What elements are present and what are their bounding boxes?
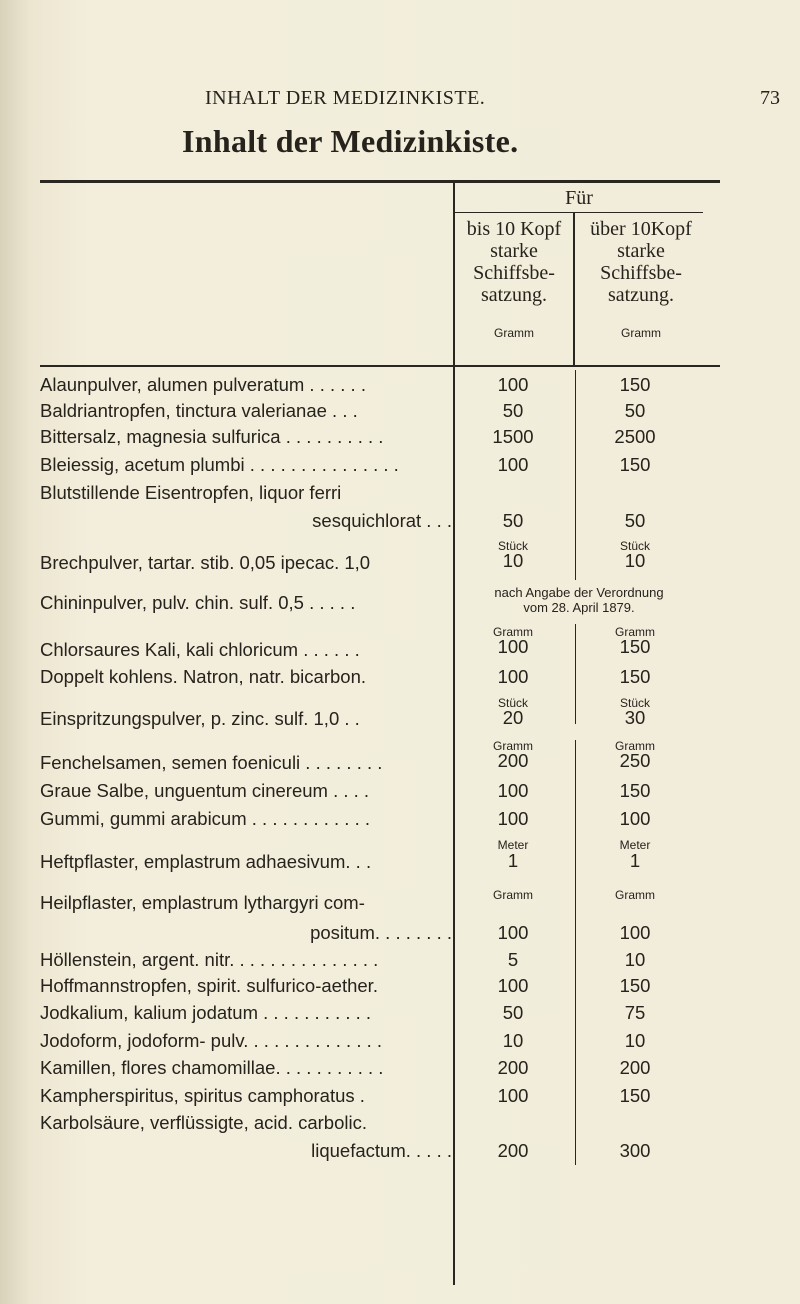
unit-col2: Gramm (615, 888, 655, 902)
value-col2: 150 (619, 666, 651, 687)
value-col1: 1 (507, 850, 519, 871)
table-row-label: Fenchelsamen, semen foeniculi . . . . . . . . (40, 752, 383, 773)
value-col1: 100 (497, 1085, 529, 1106)
value-col1: 100 (497, 666, 529, 687)
prescription-note (455, 585, 703, 615)
col2-unit: Gramm (621, 326, 661, 340)
page-number: 73 (760, 87, 780, 109)
col2-left-line (573, 213, 575, 367)
value-col1: 100 (497, 975, 529, 996)
table-row-label: Blutstillende Eisentropfen, liquor ferri (40, 482, 342, 503)
table-row-label: Karbolsäure, verflüssigte, acid. carbolic. (40, 1112, 367, 1133)
value-col1: 200 (497, 1057, 529, 1078)
table-row-label: Hoffmannstropfen, spirit. sulfurico-aether. (40, 975, 378, 996)
col1-header (455, 218, 573, 344)
header-split-rule (455, 212, 703, 213)
value-col2: 250 (619, 750, 651, 771)
value-col2: 30 (624, 707, 646, 728)
value-col1: 50 (502, 510, 524, 531)
value-col1: 100 (497, 922, 529, 943)
table-row-label: Brechpulver, tartar. stib. 0,05 ipecac. 1,0 (40, 552, 371, 573)
table-row-label: Doppelt kohlens. Natron, natr. bicarbon. (40, 666, 366, 687)
value-col2: 300 (619, 1140, 651, 1161)
unit-col2: Meter (619, 838, 651, 852)
unit-col2: Stück (619, 539, 650, 553)
unit-col2: Stück (619, 696, 650, 710)
value-col2: 50 (624, 510, 646, 531)
value-col2: 10 (624, 550, 646, 571)
value-col1: 10 (502, 1030, 524, 1051)
table-row-label-cont: sesquichlorat . . . (312, 510, 452, 531)
table-row-label: Graue Salbe, unguentum cinereum . . . . (40, 780, 370, 801)
running-head: INHALT DER MEDIZINKISTE. (205, 87, 486, 109)
value-col2: 10 (624, 949, 646, 970)
value-col2: 10 (624, 1030, 646, 1051)
table-row-label: Kamillen, flores chamomillae. . . . . . . . . . . (40, 1057, 384, 1078)
unit-col1: Meter (497, 838, 529, 852)
table-row-label: Baldriantropfen, tinctura valerianae . . . (40, 400, 358, 421)
value-col1: 100 (497, 808, 529, 829)
value-col2: 150 (619, 374, 651, 395)
value-col1: 10 (502, 550, 524, 571)
value-col1: 100 (497, 454, 529, 475)
col2-header (576, 218, 706, 344)
table-row-label: Einspritzungspulver, p. zinc. sulf. 1,0 . . (40, 708, 360, 729)
note-line: vom 28. April 1879. (523, 600, 635, 615)
table-row-label: Gummi, gummi arabicum . . . . . . . . . . . . (40, 808, 370, 829)
col2-header-line: starke (617, 240, 665, 262)
unit-col1: Stück (497, 539, 528, 553)
value-col1: 50 (502, 400, 524, 421)
col2-line-lower (575, 740, 576, 1165)
col1-left-line (453, 183, 455, 1285)
table-row-label: Heftpflaster, emplastrum adhaesivum. . . (40, 851, 372, 872)
col1-unit: Gramm (494, 326, 534, 340)
table-row-label-cont: positum. . . . . . . . (310, 922, 452, 943)
table-row-label: Jodkalium, kalium jodatum . . . . . . . . . . . (40, 1002, 372, 1023)
value-col2: 150 (619, 636, 651, 657)
col2-line-upper (575, 370, 576, 580)
col1-header-line: bis 10 Kopf (466, 218, 562, 240)
value-col2: 200 (619, 1057, 651, 1078)
value-col2: 150 (619, 1085, 651, 1106)
table-top-rule (40, 180, 720, 183)
value-col1: 1500 (492, 426, 534, 447)
table-row-label: Bleiessig, acetum plumbi . . . . . . . . . . . . . . . (40, 454, 399, 475)
value-col2: 150 (619, 454, 651, 475)
value-col2: 150 (619, 780, 651, 801)
value-col2: 50 (624, 400, 646, 421)
unit-col1: Gramm (493, 888, 533, 902)
value-col2: 75 (624, 1002, 646, 1023)
table-row-label-cont: liquefactum. . . . . (311, 1140, 452, 1161)
table-row-label: Chlorsaures Kali, kali chloricum . . . . . . (40, 639, 360, 660)
value-col1: 100 (497, 636, 529, 657)
page-title: Inhalt der Medizinkiste. (182, 123, 519, 159)
table-row-label: Kampherspiritus, spiritus camphoratus . (40, 1085, 365, 1106)
unit-col2: Gramm (615, 739, 655, 753)
unit-col1: Gramm (493, 625, 533, 639)
unit-col1: Gramm (493, 739, 533, 753)
value-col1: 5 (507, 949, 519, 970)
table-row-label: Alaunpulver, alumen pulveratum . . . . . . (40, 374, 366, 395)
unit-col1: Stück (497, 696, 528, 710)
value-col1: 100 (497, 374, 529, 395)
col2-header-line: Schiffsbe- (600, 262, 682, 284)
col2-header-line: satzung. (607, 284, 675, 306)
note-line: nach Angabe der Verordnung (494, 585, 664, 600)
value-col2: 100 (619, 808, 651, 829)
table-row-label: Jodoform, jodoform- pulv. . . . . . . . . . . . . . (40, 1030, 383, 1051)
value-col2: 150 (619, 975, 651, 996)
header-bottom-rule (40, 365, 720, 367)
table-row-label: Heilpflaster, emplastrum lythargyri com- (40, 892, 365, 913)
table-row-label: Chininpulver, pulv. chin. sulf. 0,5 . . . . . (40, 592, 356, 613)
value-col1: 200 (497, 750, 529, 771)
col1-header-line: starke (490, 240, 538, 262)
value-col1: 200 (497, 1140, 529, 1161)
value-col2: 2500 (614, 426, 656, 447)
value-col1: 50 (502, 1002, 524, 1023)
unit-col2: Gramm (615, 625, 655, 639)
value-col2: 100 (619, 922, 651, 943)
col2-line-middle (575, 624, 576, 724)
col1-header-line: satzung. (480, 284, 548, 306)
value-col1: 20 (502, 707, 524, 728)
table-row-label: Höllenstein, argent. nitr. . . . . . . . . . . . . . . (40, 949, 379, 970)
table-row-label: Bittersalz, magnesia sulfurica . . . . . . . . . . (40, 426, 384, 447)
col1-header-line: Schiffsbe- (473, 262, 555, 284)
col2-header-line: über 10Kopf (590, 218, 692, 240)
fuer-header: Für (565, 187, 593, 209)
value-col2: 1 (629, 850, 641, 871)
value-col1: 100 (497, 780, 529, 801)
